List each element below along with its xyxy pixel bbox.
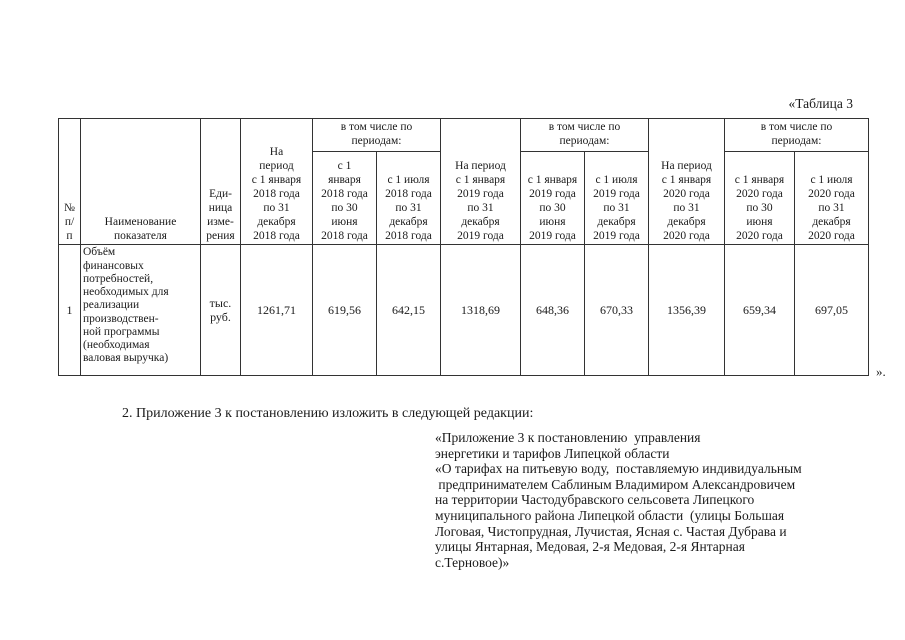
group-header-2020: в том числе по периодам: — [725, 119, 869, 152]
unit-cell: тыс. руб. — [201, 245, 241, 376]
value-cell: 648,36 — [521, 245, 585, 376]
col-period-2018-header: На период с 1 января 2018 года по 31 декабря 2018 года — [241, 119, 313, 245]
appendix-line: энергетики и тарифов Липецкой области — [435, 445, 670, 461]
appendix-line: «Приложение 3 к постановлению управления — [435, 430, 701, 445]
row-number: 1 — [59, 245, 81, 376]
subperiod-2019-h1-header: с 1 января 2019 года по 30 июня 2019 года — [521, 152, 585, 245]
amendment-paragraph: 2. Приложение 3 к постановлению изложить в следующей редакции: — [122, 406, 534, 421]
tariff-table — [58, 118, 869, 376]
appendix-line: муниципального района Липецкой области (улицы Большая — [435, 507, 785, 523]
appendix-line: улицы Янтарная, Медовая, 2-я Медовая, 2-я Янтарная — [435, 539, 745, 555]
table-caption: «Таблица 3 — [788, 96, 853, 111]
appendix-line: «О тарифах на питьевую воду, поставляемую индивидуальным — [435, 461, 802, 477]
value-cell: 642,15 — [377, 245, 441, 376]
appendix-line: Логовая, Чистопрудная, Лучистая, Ясная с. Частая Дубрава и — [435, 523, 787, 539]
appendix-line: на территории Частодубравского сельсовета Липецкого — [435, 492, 755, 508]
subperiod-2018-h2-header: с 1 июля 2018 года по 31 декабря 2018 года — [377, 152, 441, 245]
col-name-header: Наименование показателя — [81, 119, 201, 245]
appendix-heading — [435, 430, 875, 570]
value-cell: 697,05 — [795, 245, 869, 376]
value-cell: 1261,71 — [241, 245, 313, 376]
group-header-2019: в том числе по периодам: — [521, 119, 649, 152]
col-period-2019-header: На период с 1 января 2019 года по 31 декабря 2019 года — [441, 119, 521, 245]
group-header-2018: в том числе по периодам: — [313, 119, 441, 152]
subperiod-2020-h1-header: с 1 января 2020 года по 30 июня 2020 года — [725, 152, 795, 245]
col-period-2020-header: На период с 1 января 2020 года по 31 декабря 2020 года — [649, 119, 725, 245]
appendix-line: с.Терновое)» — [435, 554, 510, 570]
header-row-1 — [59, 119, 869, 152]
subperiod-2018-h1-header: с 1 января 2018 года по 30 июня 2018 года — [313, 152, 377, 245]
col-unit-header: Еди- ница изме- рения — [201, 119, 241, 245]
subperiod-2020-h2-header: с 1 июля 2020 года по 31 декабря 2020 года — [795, 152, 869, 245]
table-row — [59, 245, 869, 376]
subperiod-2019-h2-header: с 1 июля 2019 года по 31 декабря 2019 года — [585, 152, 649, 245]
value-cell: 670,33 — [585, 245, 649, 376]
closing-quote: ». — [876, 364, 886, 379]
value-cell: 619,56 — [313, 245, 377, 376]
indicator-name: Объём финансовых потребностей, необходимых для реализации производствен- ной программы (необходимая валовая выручка) — [81, 245, 201, 376]
value-cell: 1356,39 — [649, 245, 725, 376]
col-no-header: № п/ п — [59, 119, 81, 245]
value-cell: 659,34 — [725, 245, 795, 376]
value-cell: 1318,69 — [441, 245, 521, 376]
appendix-line: предпринимателем Саблиным Владимиром Александровичем — [435, 476, 796, 492]
